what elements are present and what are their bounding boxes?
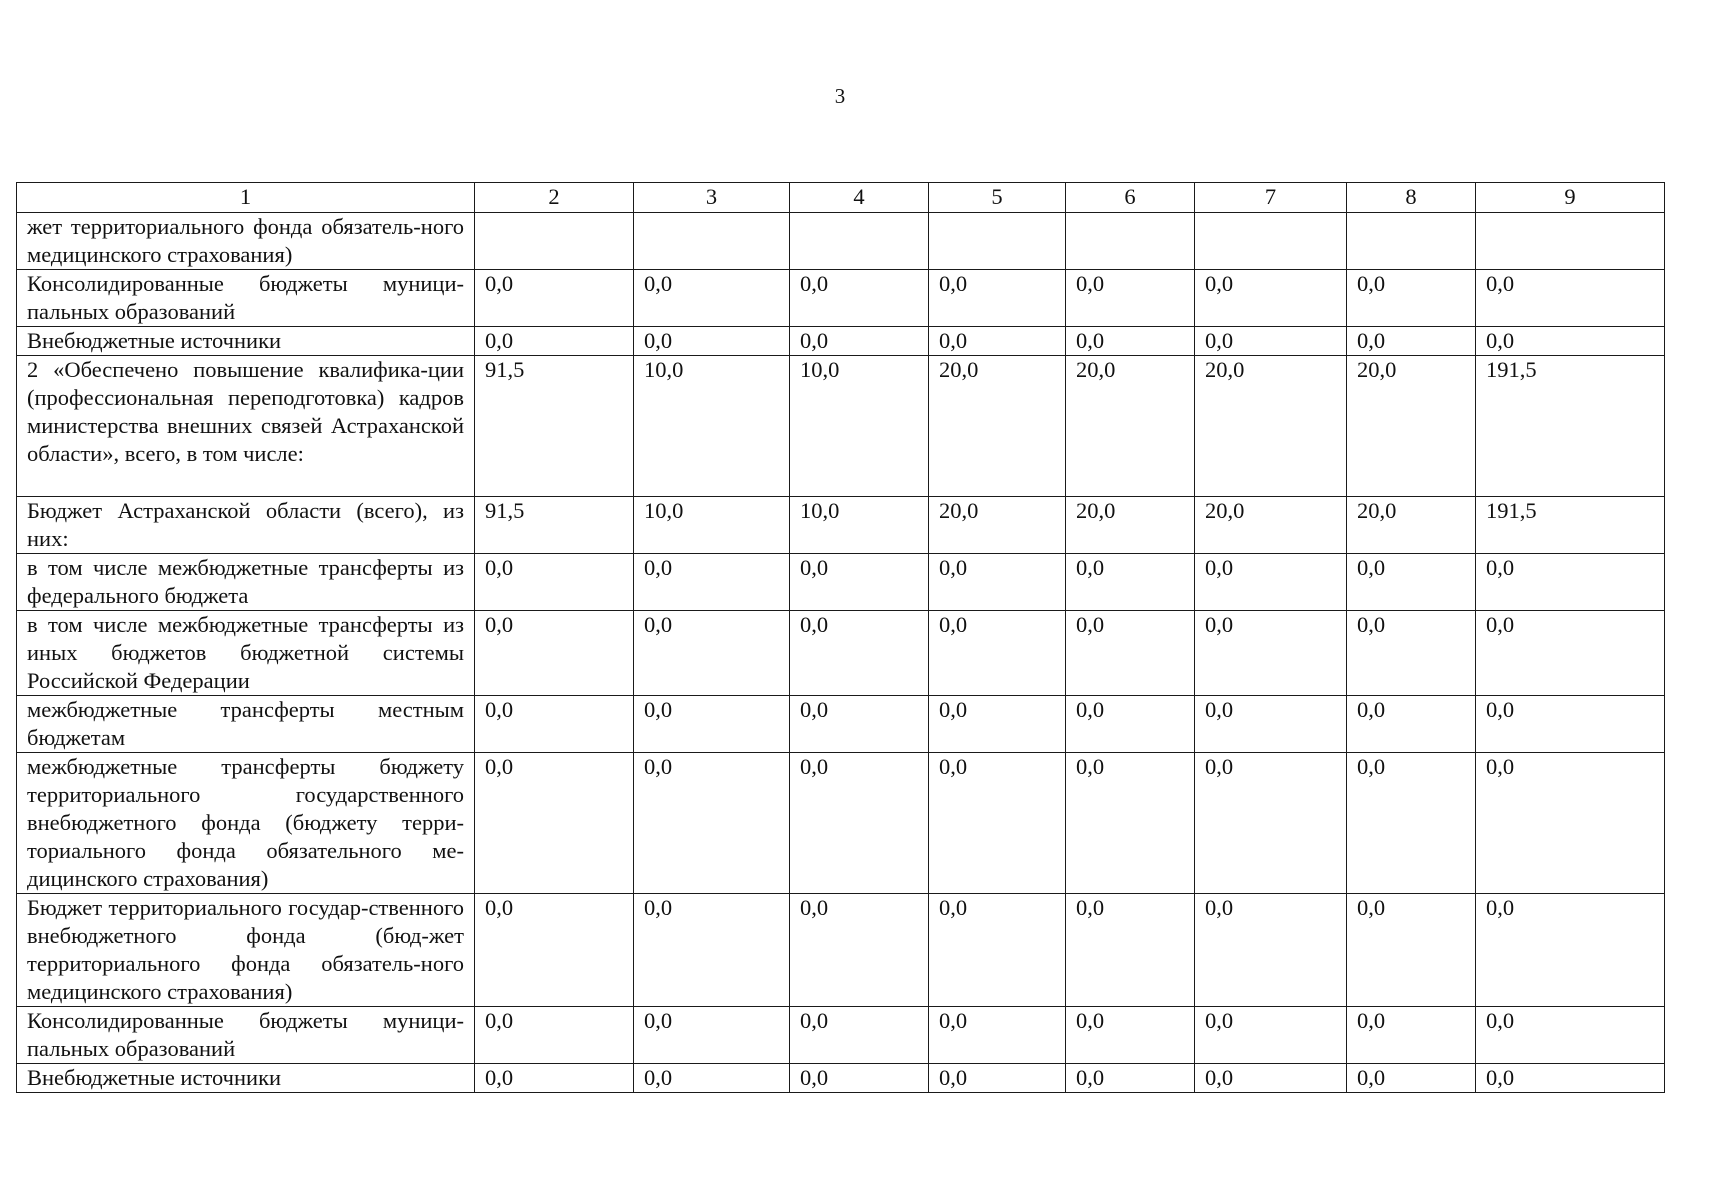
table-cell xyxy=(475,213,634,270)
table-cell: 10,0 xyxy=(634,356,790,497)
table-cell: 0,0 xyxy=(1195,1064,1347,1093)
table-cell: 20,0 xyxy=(1347,497,1476,554)
table-cell: 0,0 xyxy=(929,554,1066,611)
table-cell: 0,0 xyxy=(1066,554,1195,611)
table-cell: 0,0 xyxy=(1476,611,1665,696)
table-cell xyxy=(790,213,929,270)
row-label: Бюджет территориального государ-ственного внебюджетного фонда (бюд-жет территориального фонда обязатель-ного медицинского страхования) xyxy=(17,894,475,1007)
row-label: Консолидированные бюджеты муници-пальных образований xyxy=(17,1007,475,1064)
table-cell: 0,0 xyxy=(1347,696,1476,753)
table-row xyxy=(17,1007,1665,1064)
table-cell: 0,0 xyxy=(929,611,1066,696)
table-cell: 0,0 xyxy=(475,554,634,611)
table-cell: 0,0 xyxy=(1195,1007,1347,1064)
table-cell: 0,0 xyxy=(929,270,1066,327)
table-cell xyxy=(634,213,790,270)
table-cell: 0,0 xyxy=(1066,1007,1195,1064)
row-label: Внебюджетные источники xyxy=(17,327,475,356)
table-cell: 0,0 xyxy=(1066,611,1195,696)
table-cell: 191,5 xyxy=(1476,497,1665,554)
column-header: 9 xyxy=(1476,183,1665,213)
table-row xyxy=(17,270,1665,327)
table-cell: 0,0 xyxy=(929,894,1066,1007)
table-cell: 0,0 xyxy=(1195,270,1347,327)
table-cell: 0,0 xyxy=(1066,696,1195,753)
table-cell: 91,5 xyxy=(475,356,634,497)
table-cell: 0,0 xyxy=(634,1007,790,1064)
row-label: жет территориального фонда обязатель-ного медицинского страхования) xyxy=(17,213,475,270)
table-row xyxy=(17,753,1665,894)
table-cell: 0,0 xyxy=(1347,1064,1476,1093)
table-row xyxy=(17,611,1665,696)
table-cell: 0,0 xyxy=(790,270,929,327)
table-cell: 0,0 xyxy=(1476,327,1665,356)
row-label: в том числе межбюджетные трансферты из иных бюджетов бюджетной системы Российской Федерации xyxy=(17,611,475,696)
table-cell: 0,0 xyxy=(1066,753,1195,894)
table-cell: 0,0 xyxy=(1347,894,1476,1007)
table-cell: 0,0 xyxy=(1195,753,1347,894)
table-cell: 0,0 xyxy=(475,1064,634,1093)
column-header: 2 xyxy=(475,183,634,213)
table-cell: 0,0 xyxy=(634,894,790,1007)
table-cell: 10,0 xyxy=(790,356,929,497)
table-cell: 0,0 xyxy=(1066,270,1195,327)
table-cell xyxy=(1066,213,1195,270)
row-label: в том числе межбюджетные трансферты из федерального бюджета xyxy=(17,554,475,611)
table-cell: 20,0 xyxy=(929,356,1066,497)
column-header: 3 xyxy=(634,183,790,213)
table-cell: 0,0 xyxy=(1476,753,1665,894)
table-cell: 0,0 xyxy=(634,611,790,696)
table-cell: 0,0 xyxy=(1347,611,1476,696)
table-cell: 10,0 xyxy=(634,497,790,554)
table-cell: 0,0 xyxy=(475,696,634,753)
table-cell: 0,0 xyxy=(1476,696,1665,753)
table-row xyxy=(17,894,1665,1007)
table-cell xyxy=(1347,213,1476,270)
table-cell: 0,0 xyxy=(790,1064,929,1093)
column-header: 8 xyxy=(1347,183,1476,213)
table-cell: 10,0 xyxy=(790,497,929,554)
table-cell: 0,0 xyxy=(790,554,929,611)
page-number: 3 xyxy=(834,84,846,108)
table-cell: 0,0 xyxy=(1476,554,1665,611)
column-header: 1 xyxy=(17,183,475,213)
header-row xyxy=(17,183,1665,213)
table-cell xyxy=(1195,213,1347,270)
table-cell: 20,0 xyxy=(1066,497,1195,554)
table-cell: 0,0 xyxy=(1347,327,1476,356)
table-cell xyxy=(929,213,1066,270)
table-cell: 0,0 xyxy=(1195,554,1347,611)
table-cell: 0,0 xyxy=(475,270,634,327)
table-cell: 0,0 xyxy=(1347,554,1476,611)
table-cell: 0,0 xyxy=(790,611,929,696)
table-cell: 0,0 xyxy=(1476,1064,1665,1093)
table-cell: 0,0 xyxy=(1066,1064,1195,1093)
table-cell: 0,0 xyxy=(1347,1007,1476,1064)
table-cell: 20,0 xyxy=(1066,356,1195,497)
table-row xyxy=(17,213,1665,270)
table-cell: 0,0 xyxy=(1195,696,1347,753)
row-label: 2 «Обеспечено повышение квалифика-ции (профессиональная переподготовка) кадров министерства внешних связей Астраханской области», всего, в том числе: xyxy=(17,356,475,497)
budget-table xyxy=(16,182,1665,1093)
table-cell: 0,0 xyxy=(929,1007,1066,1064)
table-cell: 0,0 xyxy=(1476,270,1665,327)
table-cell: 0,0 xyxy=(1476,894,1665,1007)
row-label: межбюджетные трансферты местным бюджетам xyxy=(17,696,475,753)
table-row xyxy=(17,356,1665,497)
table-cell: 0,0 xyxy=(634,753,790,894)
table-cell: 0,0 xyxy=(1066,894,1195,1007)
table-cell: 0,0 xyxy=(1347,270,1476,327)
table-cell: 0,0 xyxy=(475,611,634,696)
table-cell: 0,0 xyxy=(929,327,1066,356)
table-cell: 0,0 xyxy=(1195,327,1347,356)
table-cell: 20,0 xyxy=(929,497,1066,554)
table-cell: 20,0 xyxy=(1195,497,1347,554)
table-cell: 0,0 xyxy=(634,554,790,611)
table-cell: 0,0 xyxy=(790,894,929,1007)
table-cell: 91,5 xyxy=(475,497,634,554)
column-header: 5 xyxy=(929,183,1066,213)
table-cell: 0,0 xyxy=(634,327,790,356)
column-header: 6 xyxy=(1066,183,1195,213)
table-cell: 0,0 xyxy=(475,1007,634,1064)
table-cell: 0,0 xyxy=(790,696,929,753)
table-cell: 191,5 xyxy=(1476,356,1665,497)
table-cell: 0,0 xyxy=(929,696,1066,753)
row-label: Внебюджетные источники xyxy=(17,1064,475,1093)
table-cell: 20,0 xyxy=(1195,356,1347,497)
table-row xyxy=(17,1064,1665,1093)
table-row xyxy=(17,327,1665,356)
column-header: 4 xyxy=(790,183,929,213)
table-cell: 0,0 xyxy=(929,1064,1066,1093)
table-cell: 20,0 xyxy=(1347,356,1476,497)
table-cell: 0,0 xyxy=(634,270,790,327)
table-cell: 0,0 xyxy=(634,1064,790,1093)
column-header: 7 xyxy=(1195,183,1347,213)
table-cell: 0,0 xyxy=(1066,327,1195,356)
table-cell: 0,0 xyxy=(1195,894,1347,1007)
row-label: межбюджетные трансферты бюджету территориального государственного внебюджетного фонда (бюджету терри-ториального фонда обязательного ме-дицинского страхования) xyxy=(17,753,475,894)
row-label: Консолидированные бюджеты муници-пальных образований xyxy=(17,270,475,327)
table-cell: 0,0 xyxy=(790,753,929,894)
table-row xyxy=(17,696,1665,753)
table-cell: 0,0 xyxy=(475,753,634,894)
table-cell xyxy=(1476,213,1665,270)
table-row xyxy=(17,497,1665,554)
table-cell: 0,0 xyxy=(475,327,634,356)
row-label: Бюджет Астраханской области (всего), из них: xyxy=(17,497,475,554)
table-cell: 0,0 xyxy=(634,696,790,753)
table-cell: 0,0 xyxy=(1195,611,1347,696)
table-cell: 0,0 xyxy=(929,753,1066,894)
table-cell: 0,0 xyxy=(1476,1007,1665,1064)
table-cell: 0,0 xyxy=(790,327,929,356)
table-cell: 0,0 xyxy=(790,1007,929,1064)
table-cell: 0,0 xyxy=(1347,753,1476,894)
table-cell: 0,0 xyxy=(475,894,634,1007)
table-row xyxy=(17,554,1665,611)
